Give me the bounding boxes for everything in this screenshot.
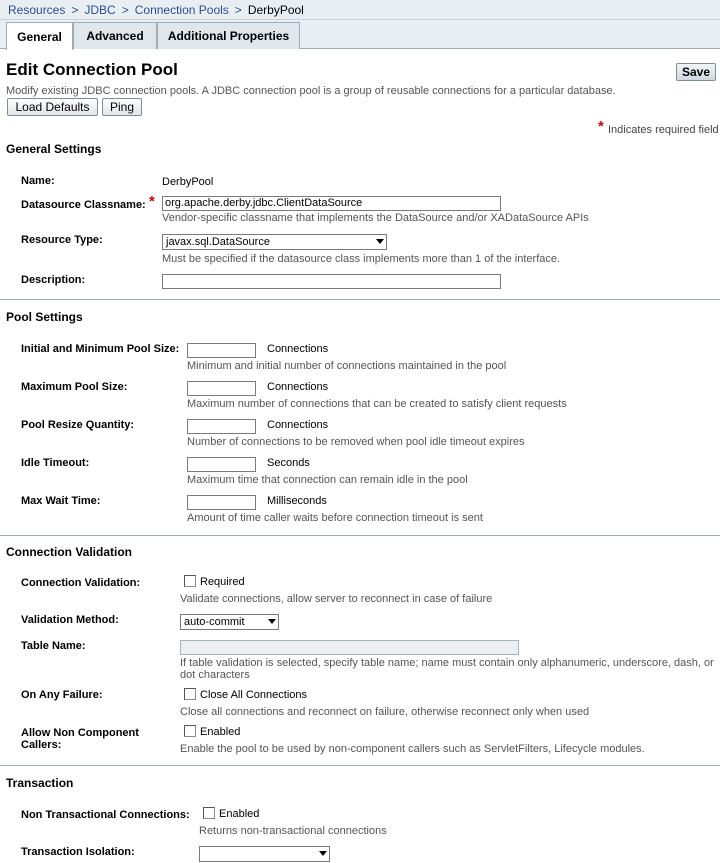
- resource-type-help: Must be specified if the datasource class implements more than 1 of the interface.: [162, 253, 561, 265]
- allow-non-component-callers-label-cont: Callers:: [21, 739, 62, 751]
- section-divider: [0, 299, 720, 300]
- pool-resize-quantity-input[interactable]: [187, 419, 256, 434]
- initial-pool-size-label: Initial and Minimum Pool Size:: [21, 343, 180, 355]
- initial-pool-size-help: Minimum and initial number of connections maintained in the pool: [187, 360, 507, 372]
- allow-non-component-callers-label: Allow Non Component: [21, 727, 139, 739]
- required-star-icon: *: [598, 118, 604, 135]
- general-settings-heading: General Settings: [6, 142, 102, 156]
- section-divider: [0, 535, 720, 536]
- section-divider: [0, 765, 720, 766]
- idle-timeout-label: Idle Timeout:: [21, 457, 90, 469]
- required-field-note: Indicates required field: [608, 124, 719, 136]
- breadcrumb-separator: >: [121, 3, 129, 17]
- breadcrumb-separator: >: [234, 3, 242, 17]
- breadcrumb-current: DerbyPool: [247, 3, 304, 17]
- transaction-isolation-label: Transaction Isolation:: [21, 846, 135, 858]
- table-name-label: Table Name:: [21, 640, 86, 652]
- idle-timeout-input[interactable]: [187, 457, 256, 472]
- page-description: Modify existing JDBC connection pools. A JDBC connection pool is a group of reusable connections for a particular database.: [6, 85, 616, 97]
- chevron-down-icon: [265, 615, 278, 629]
- non-transactional-connections-checkbox-label: Enabled: [219, 808, 260, 820]
- connection-validation-label: Connection Validation:: [21, 577, 141, 589]
- allow-non-component-callers-help: Enable the pool to be used by non-component callers such as ServletFilters, Lifecycle modules.: [180, 743, 645, 755]
- max-pool-size-help: Maximum number of connections that can be created to satisfy client requests: [187, 398, 567, 410]
- pool-resize-quantity-label: Pool Resize Quantity:: [21, 419, 135, 431]
- tab-additional-properties[interactable]: Additional Properties: [157, 22, 300, 49]
- max-wait-time-unit: Milliseconds: [267, 495, 327, 507]
- validation-method-select[interactable]: [180, 614, 279, 630]
- ping-button[interactable]: Ping: [102, 98, 142, 116]
- table-name-help: If table validation is selected, specify table name; name must contain only alphanumeric, underscore, dash, or: [180, 657, 714, 669]
- pool-resize-quantity-help: Number of connections to be removed when pool idle timeout expires: [187, 436, 525, 448]
- breadcrumb: [0, 0, 720, 20]
- required-star-icon: *: [149, 193, 155, 210]
- max-wait-time-label: Max Wait Time:: [21, 495, 101, 507]
- resource-type-label: Resource Type:: [21, 234, 103, 246]
- save-button[interactable]: Save: [676, 63, 716, 81]
- non-transactional-connections-label: Non Transactional Connections:: [21, 809, 190, 821]
- non-transactional-connections-checkbox[interactable]: [203, 807, 215, 819]
- initial-pool-size-unit: Connections: [267, 343, 329, 355]
- max-wait-time-input[interactable]: [187, 495, 256, 510]
- datasource-classname-label: Datasource Classname:: [21, 199, 146, 211]
- max-pool-size-label: Maximum Pool Size:: [21, 381, 128, 393]
- idle-timeout-help: Maximum time that connection can remain idle in the pool: [187, 474, 468, 486]
- chevron-down-icon: [316, 847, 329, 861]
- validation-method-value: auto-commit: [184, 616, 245, 628]
- idle-timeout-unit: Seconds: [267, 457, 310, 469]
- breadcrumb-separator: >: [71, 3, 79, 17]
- load-defaults-button[interactable]: Load Defaults: [7, 98, 98, 116]
- initial-pool-size-input[interactable]: [187, 343, 256, 358]
- tab-bar: [0, 20, 720, 49]
- tab-general[interactable]: General: [6, 22, 73, 50]
- breadcrumb-link-connection-pools[interactable]: Connection Pools: [134, 3, 229, 17]
- resource-type-value: javax.sql.DataSource: [166, 236, 270, 248]
- table-name-help-cont: dot characters: [180, 669, 250, 681]
- datasource-classname-input[interactable]: org.apache.derby.jdbc.ClientDataSource: [162, 196, 501, 211]
- connection-validation-checkbox-label: Required: [200, 576, 245, 588]
- pool-settings-heading: Pool Settings: [6, 310, 83, 324]
- page-title: Edit Connection Pool: [6, 60, 178, 79]
- transaction-isolation-select[interactable]: [199, 846, 330, 862]
- connection-validation-checkbox[interactable]: [184, 575, 196, 587]
- allow-non-component-callers-checkbox[interactable]: [184, 725, 196, 737]
- allow-non-component-callers-checkbox-label: Enabled: [200, 726, 241, 738]
- transaction-heading: Transaction: [6, 776, 74, 790]
- on-any-failure-help: Close all connections and reconnect on failure, otherwise reconnect only when used: [180, 706, 590, 718]
- max-pool-size-input[interactable]: [187, 381, 256, 396]
- description-input[interactable]: [162, 274, 501, 289]
- name-label: Name:: [21, 175, 55, 187]
- breadcrumb-link-resources[interactable]: Resources: [8, 3, 66, 17]
- pool-resize-quantity-unit: Connections: [267, 419, 329, 431]
- connection-validation-help: Validate connections, allow server to reconnect in case of failure: [180, 593, 493, 605]
- description-label: Description:: [21, 274, 86, 286]
- breadcrumb-link-jdbc[interactable]: JDBC: [84, 3, 116, 17]
- close-all-connections-checkbox[interactable]: [184, 688, 196, 700]
- on-any-failure-label: On Any Failure:: [21, 689, 103, 701]
- connection-validation-heading: Connection Validation: [6, 545, 133, 559]
- max-pool-size-unit: Connections: [267, 381, 329, 393]
- close-all-connections-checkbox-label: Close All Connections: [200, 689, 308, 701]
- table-name-input[interactable]: [180, 640, 519, 655]
- chevron-down-icon: [373, 235, 386, 249]
- datasource-classname-help: Vendor-specific classname that implements the DataSource and/or XADataSource APIs: [162, 212, 589, 224]
- max-wait-time-help: Amount of time caller waits before connection timeout is sent: [187, 512, 483, 524]
- tab-advanced[interactable]: Advanced: [73, 22, 157, 49]
- name-value: DerbyPool: [162, 176, 214, 188]
- non-transactional-connections-help: Returns non-transactional connections: [199, 825, 387, 837]
- validation-method-label: Validation Method:: [21, 614, 119, 626]
- resource-type-select[interactable]: [162, 234, 387, 250]
